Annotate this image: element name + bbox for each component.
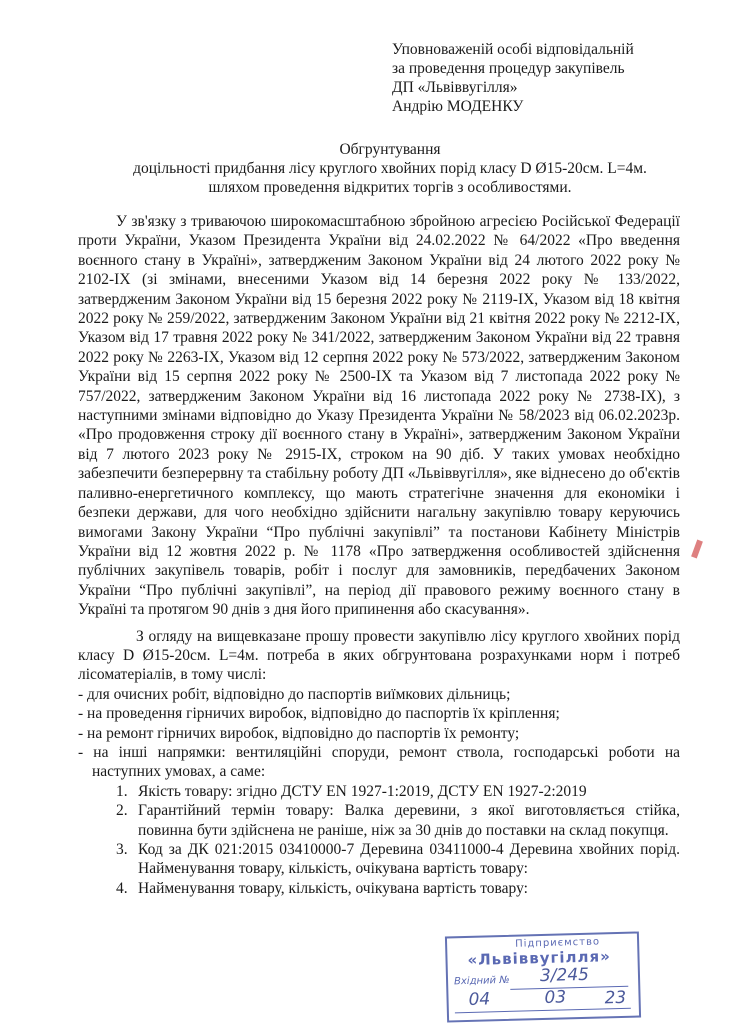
document-title — [80, 140, 700, 197]
list-item: - для очисних робіт, відповідно до паспортів виїмкових дільниць; — [78, 685, 511, 703]
document-body — [78, 212, 680, 898]
stamp-day: 04 — [468, 989, 491, 1010]
addressee-line: Уповноваженій особі відповідальній — [392, 41, 634, 58]
red-ink-mark — [691, 540, 703, 559]
requirement-item — [116, 840, 680, 879]
stamp-incoming-label: Вхідний № — [453, 974, 510, 988]
addressee-line: за проведення процедур закупівель — [392, 60, 625, 77]
stamp-year: 23 — [604, 987, 627, 1009]
stamp-org-name: «Львіввугілля» — [467, 947, 612, 969]
addressee-line: ДП «Львіввугілля» — [392, 79, 518, 96]
item-number: 1. — [116, 782, 128, 800]
item-text: Найменування товару, кількість, очікувана вартість товару: — [138, 879, 528, 897]
item-number: 4. — [116, 879, 128, 897]
item-text: Гарантійний термін товару: Валка деревини, з якої виготовляється стійка, повинна бути здійснена не раніше, ніж за 30 днів до поставки на склад покупця. — [138, 802, 680, 839]
list-item: - на проведення гірничих виробок, відповідно до паспортів їх кріплення; — [78, 705, 560, 723]
requirement-item — [116, 801, 680, 840]
requirement-item — [116, 879, 680, 898]
stamp-month: 03 — [544, 987, 567, 1008]
addressee-name: Андрію МОДЕНКУ — [392, 98, 524, 115]
list-item: - на інші напрямки: вентиляційні споруди, ремонт ствола, господарські роботи на наступних умовах, а саме: — [78, 743, 680, 781]
item-text: Якість товару: згідно ДСТУ EN 1927-1:2019, ДСТУ EN 1927-2:2019 — [138, 782, 587, 800]
item-number: 2. — [116, 802, 128, 820]
stamp-incoming-number: 3/245 — [539, 964, 590, 987]
stamp-org-type: Підприємство — [514, 936, 601, 950]
registration-stamp — [445, 931, 641, 1022]
title-method: шляхом проведення відкритих торгів з особливостями. — [208, 179, 572, 196]
needs-list — [78, 685, 680, 782]
paragraph-justification: У зв'язку з триваючою широкомасштабною збройною агресією Російської Федерації проти України, Указом Президента України від 24.02.2022 № 64/2022 «Про введення воєнного стану в Україні», затвердженим Законом України від 24 лютого 2022 року № 2102-IX (зі змінами, внесеними Указом від 14 березня 2022 року № 133/2022, затвердженим Законом України від 15 березня 2022 року № 2119-IX, Указом від 18 квітня 2022 року № 259/2022, затвердженим Законом України від 21 квітня 2022 року № 2212-IX, Указом від 17 травня 2022 року № 341/2022, затвердженим Законом України від 22 травня 2022 року № 2263-IX, Указом від 12 серпня 2022 року № 573/2022, затвердженим Законом України від 15 серпня 2022 року № 2500-IX та Указом від 7 листопада 2022 року № 757/2022, затвердженим Законом України від 16 листопада 2022 року № 2738-IX), з наступними змінами відповідно до Указу Президента України № 58/2023 від 06.02.2023р. «Про продовження строку дії воєнного стану в Україні», затвердженим Законом України від 7 лютого 2023 року № 2915-IX, строком на 90 діб. У таких умовах необхідно забезпечити безперервну та стабільну роботу ДП «Львіввугілля», яке віднесено до об'єктів паливно-енергетичного комплексу, що мають стратегічне значення для економіки і безпеки держави, для чого необхідно здійснити нагальну закупівлю товару керуючись вимогами Закону України “Про публічні закупівлі” та постанови Кабінету Міністрів України від 12 жовтня 2022 р. № 1178 «Про затвердження особливостей здійснення публічних закупівель товарів, робіт і послуг для замовників, передбачених Законом України “Про публічні закупівлі”, на період дії правового режиму воєнного стану в Україні та протягом 90 днів з дня його припинення або скасування». — [78, 213, 680, 619]
list-item: - на ремонт гірничих виробок, відповідно до паспортів їх ремонту; — [78, 724, 520, 742]
item-text: Код за ДК 021:2015 03410000-7 Деревина 03411000-4 Деревина хвойних порід. Найменування товару, кількість, очікувана вартість товару: — [138, 841, 680, 878]
title-subject: доцільності придбання лісу круглого хвойних порід класу D Ø15-20см. L=4м. — [133, 160, 647, 177]
paragraph-request: З огляду на вищевказане прошу провести закупівлю лісу круглого хвойних порід класу D Ø15-20см. L=4м. потреба в яких обгрунтована розрахунками норм і потреб лісоматеріалів, в тому числі: — [78, 627, 680, 684]
item-number: 3. — [116, 841, 128, 858]
addressee-block — [392, 40, 712, 116]
title-heading: Обгрунтування — [339, 141, 441, 158]
requirements-list — [78, 782, 680, 898]
requirement-item — [116, 782, 680, 801]
